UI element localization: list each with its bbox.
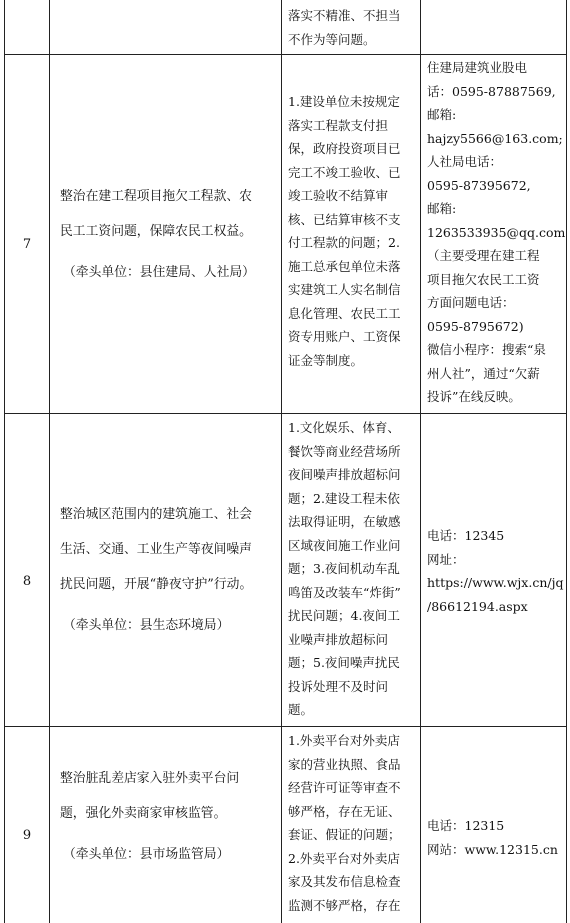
- item-description: [50, 414, 281, 726]
- problem-line: 家及其发布信息检查: [288, 874, 401, 889]
- problem-line: 投诉处理不及时问: [288, 678, 389, 694]
- row-number: 7: [22, 237, 32, 252]
- problem-line: 证金等制度。: [288, 352, 364, 368]
- contact-info: [421, 56, 566, 409]
- problem-line: 经营许可证等审查不: [288, 780, 401, 795]
- contact-url[interactable]: https://www.wjx.cn/jq: [427, 575, 564, 590]
- problem-line: 扰民问题；4.夜间工: [288, 608, 400, 623]
- problem-line: 题；2.建设工程未依: [288, 490, 400, 506]
- item-line: 整治在建工程项目拖欠工程款、农: [60, 188, 252, 204]
- row-number: 9: [22, 828, 32, 843]
- problem-line: 实建筑工人实名制信: [288, 282, 401, 297]
- problem-line: 落实不精准、不担当: [288, 8, 401, 23]
- problem-line: 完工不竣工验收、已: [288, 164, 401, 180]
- problem-line: 付工程款的问题；2.: [288, 235, 400, 250]
- problem-list: [282, 729, 420, 917]
- problem-line: 家的营业执照、食品: [288, 756, 401, 772]
- contact-line: （主要受理在建工程: [427, 248, 540, 263]
- item-description: [50, 55, 281, 413]
- item-line: 民工工资问题，保障农民工权益。: [60, 223, 252, 239]
- contact-url[interactable]: /86612194.aspx: [427, 598, 528, 614]
- problem-line: 区域夜间施工作业问: [288, 537, 401, 553]
- contact-line: 住建局建筑业股电: [427, 60, 528, 75]
- contact-line: 州人社”，通过“欠薪: [427, 365, 540, 381]
- contact-line: 邮箱:: [427, 107, 457, 122]
- item-line: 整治城区范围内的建筑施工、社会: [60, 507, 252, 522]
- contact-phone: 电话：12315: [427, 818, 505, 833]
- item-line: 题，强化外卖商家审核监管。: [60, 806, 227, 821]
- contact-url[interactable]: 网站：www.12315.cn: [427, 841, 558, 857]
- problem-line: 法取得证明，在敏感: [288, 514, 401, 529]
- problem-line: 保，政府投资项目已: [288, 141, 401, 156]
- problem-line: 餐饮等商业经营场所: [288, 443, 401, 459]
- contact-line: 0595-8795672): [427, 318, 524, 334]
- problem-line: 息化管理、农民工工: [288, 305, 401, 321]
- contact-info: [421, 524, 566, 618]
- contact-line: 项目拖欠农民工工资: [427, 271, 540, 287]
- problem-line: 够严格，存在无证、: [288, 803, 401, 819]
- lead-unit: （牵头单位：县市场监管局）: [63, 847, 230, 862]
- problem-line: 落实工程款支付担: [288, 117, 389, 133]
- problem-line: 核、已结算审核不支: [288, 211, 401, 227]
- problem-line: 夜间噪声排放超标问: [288, 467, 401, 482]
- problem-line: 1.外卖平台对外卖店: [288, 733, 400, 748]
- lead-unit: （牵头单位：县生态环境局）: [63, 618, 230, 633]
- contact-line: 微信小程序：搜索“泉: [427, 342, 546, 357]
- contact-line: 邮箱:: [427, 201, 457, 216]
- problem-line: 题。: [288, 702, 314, 717]
- contact-line: 0595-87395672,: [427, 177, 531, 193]
- problem-line: 施工总承包单位未落: [288, 258, 401, 274]
- table-border-right: [566, 0, 567, 923]
- item-line: 生活、交通、工业生产等夜间噪声: [60, 542, 252, 557]
- problem-line: 资专用账户、工资保: [288, 329, 401, 344]
- problem-list: [282, 90, 420, 372]
- problem-line: 题；3.夜间机动车乱: [288, 561, 400, 576]
- lead-unit: （牵头单位：县住建局、人社局）: [63, 264, 255, 280]
- contact-line: 话：0595-87887569,: [427, 83, 556, 99]
- contact-line: 方面问题电话：: [427, 295, 515, 310]
- table-border-left: [4, 0, 5, 923]
- problem-line: 套证、假证的问题；: [288, 827, 401, 842]
- problem-line: 不作为等问题。: [288, 31, 376, 47]
- contact-info: [421, 814, 566, 861]
- problem-line: 业噪声排放超标问: [288, 631, 389, 647]
- problem-line: 题；5.夜间噪声扰民: [288, 655, 400, 670]
- problem-line: 1.建设单位未按规定: [288, 94, 400, 109]
- contact-phone: 电话：12345: [427, 528, 505, 543]
- contact-line: 投诉”在线反映。: [427, 389, 521, 404]
- contact-line: 人社局电话：: [427, 154, 503, 169]
- item-line: 扰民问题，开展“静夜守护”行动。: [60, 577, 253, 592]
- item-line: 整治脏乱差店家入驻外卖平台问: [60, 771, 240, 786]
- problem-line: 监测不够严格，存在: [288, 897, 401, 913]
- contact-email[interactable]: hajzy5566@163.com;: [427, 130, 563, 146]
- contact-line: 网址：: [427, 551, 465, 567]
- table-row: [282, 4, 420, 51]
- problem-line: 1.文化娱乐、体育、: [288, 420, 400, 435]
- item-description: [50, 727, 281, 923]
- problem-line: 2.外卖平台对外卖店: [288, 850, 400, 866]
- problem-line: 竣工验收不结算审: [288, 188, 389, 203]
- row-number: 8: [22, 574, 32, 589]
- problem-line: 鸣笛及改装车“炸街”: [288, 584, 401, 600]
- contact-email[interactable]: 1263533935@qq.com: [427, 224, 566, 240]
- problem-list: [282, 416, 420, 722]
